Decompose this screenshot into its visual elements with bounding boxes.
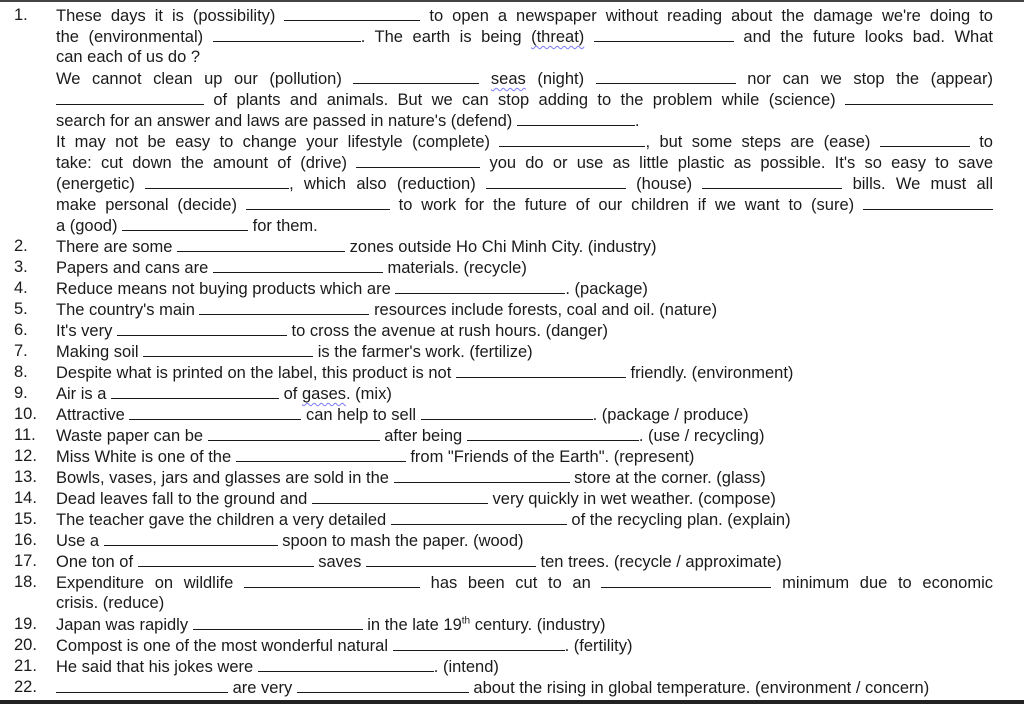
answer-blank[interactable] <box>594 26 734 42</box>
answer-blank[interactable] <box>177 236 345 252</box>
item-text: take: cut down the amount of (drive) you do or use as little plastic as possible. It's so easy to save <box>56 154 993 172</box>
answer-blank[interactable] <box>499 131 645 147</box>
answer-blank[interactable] <box>122 215 248 231</box>
item-text: a (good) for them. <box>56 217 318 235</box>
answer-blank[interactable] <box>193 614 363 630</box>
answer-blank[interactable] <box>391 509 567 525</box>
item-12 <box>0 446 1024 467</box>
item-text: Japan was rapidly in the late 19th century. (industry) <box>56 615 606 634</box>
item-text: There are some zones outside Ho Chi Minh City. (industry) <box>56 238 657 256</box>
item-number: 5. <box>14 300 28 318</box>
item-number: 4. <box>14 279 28 297</box>
item-1-line-3 <box>0 47 1024 68</box>
item-9 <box>0 383 1024 404</box>
item-7 <box>0 341 1024 362</box>
item-8 <box>0 362 1024 383</box>
item-21 <box>0 656 1024 677</box>
item-3 <box>0 257 1024 278</box>
item-text: Waste paper can be after being . (use / recycling) <box>56 427 765 445</box>
item-number: 16. <box>14 531 37 549</box>
answer-blank[interactable] <box>236 446 406 462</box>
answer-blank[interactable] <box>312 488 488 504</box>
item-number: 19. <box>14 615 37 633</box>
item-number: 13. <box>14 468 37 486</box>
answer-blank[interactable] <box>213 257 383 273</box>
item-number: 14. <box>14 489 37 507</box>
item-number: 3. <box>14 258 28 276</box>
item-number: 9. <box>14 384 28 402</box>
item-text: He said that his jokes were . (intend) <box>56 658 499 676</box>
item-number: 17. <box>14 552 37 570</box>
item-text: Despite what is printed on the label, this product is not friendly. (environment) <box>56 364 794 382</box>
item-1-line-1 <box>0 5 1024 26</box>
item-number: 21. <box>14 657 37 675</box>
item-4 <box>0 278 1024 299</box>
item-text: Air is a of gases. (mix) <box>56 385 392 403</box>
item-text: the (environmental) . The earth is being (threat) and the future looks bad. What <box>56 28 993 46</box>
item-1-line-4 <box>0 68 1024 89</box>
answer-blank[interactable] <box>366 551 536 567</box>
item-6 <box>0 320 1024 341</box>
top-border <box>0 0 1024 2</box>
answer-blank[interactable] <box>56 89 204 105</box>
item-17 <box>0 551 1024 572</box>
answer-blank[interactable] <box>246 194 390 210</box>
answer-blank[interactable] <box>284 5 420 21</box>
item-text: can each of us do ? <box>56 48 201 66</box>
item-text: Compost is one of the most wonderful natural . (fertility) <box>56 637 633 655</box>
item-1-line-6 <box>0 110 1024 131</box>
answer-blank[interactable] <box>145 173 289 189</box>
item-5 <box>0 299 1024 320</box>
item-number: 10. <box>14 405 37 423</box>
item-number: 8. <box>14 363 28 381</box>
item-18-line-1 <box>0 572 1024 593</box>
item-number: 11. <box>14 426 36 444</box>
item-number: 18. <box>14 573 37 591</box>
item-1-line-10 <box>0 194 1024 215</box>
item-1-line-9 <box>0 173 1024 194</box>
answer-blank[interactable] <box>601 572 771 588</box>
answer-blank[interactable] <box>297 677 469 693</box>
answer-blank[interactable] <box>356 152 480 168</box>
item-text: Expenditure on wildlife has been cut to an minimum due to economic <box>56 574 994 592</box>
answer-blank[interactable] <box>208 425 380 441</box>
item-text: One ton of saves ten trees. (recycle / approximate) <box>56 553 782 571</box>
item-2 <box>0 236 1024 257</box>
bottom-border <box>0 700 1024 704</box>
item-text: Making soil is the farmer's work. (fertilize) <box>56 343 533 361</box>
answer-blank[interactable] <box>138 551 314 567</box>
item-1-line-8 <box>0 152 1024 173</box>
answer-blank[interactable] <box>117 320 287 336</box>
item-16 <box>0 530 1024 551</box>
answer-blank[interactable] <box>456 362 626 378</box>
item-number: 6. <box>14 321 28 339</box>
item-text: search for an answer and laws are passed in nature's (defend) . <box>56 112 640 130</box>
item-13 <box>0 467 1024 488</box>
item-15 <box>0 509 1024 530</box>
answer-blank[interactable] <box>596 68 736 84</box>
item-number: 7. <box>14 342 28 360</box>
item-text: make personal (decide) to work for the future of our children if we want to (sure) <box>56 194 993 216</box>
item-text: It may not be easy to change your lifestyle (complete) , but some steps are (ease) to <box>56 133 993 151</box>
answer-blank[interactable] <box>486 173 626 189</box>
item-text: Miss White is one of the from "Friends of the Earth". (represent) <box>56 448 695 466</box>
item-text: Bowls, vases, jars and glasses are sold in the store at the corner. (glass) <box>56 469 766 487</box>
answer-blank[interactable] <box>702 173 842 189</box>
item-19 <box>0 614 1024 635</box>
item-10 <box>0 404 1024 425</box>
item-text: of plants and animals. But we can stop adding to the problem while (science) <box>56 89 993 111</box>
item-number: 22. <box>14 678 37 696</box>
answer-blank[interactable] <box>199 299 369 315</box>
item-text: are very about the rising in global temperature. (environment / concern) <box>56 677 929 699</box>
item-11 <box>0 425 1024 446</box>
item-number: 20. <box>14 636 37 654</box>
item-22 <box>0 677 1024 698</box>
answer-blank[interactable] <box>111 383 279 399</box>
item-text: Dead leaves fall to the ground and very quickly in wet weather. (compose) <box>56 490 776 508</box>
item-text: It's very to cross the avenue at rush hours. (danger) <box>56 322 608 340</box>
item-text: Reduce means not buying products which are . (package) <box>56 280 648 298</box>
item-number: 12. <box>14 447 37 465</box>
item-text: These days it is (possibility) to open a newspaper without reading about the damage we're doing to <box>56 7 993 25</box>
answer-blank[interactable] <box>421 404 593 420</box>
item-20 <box>0 635 1024 656</box>
item-text: We cannot clean up our (pollution) seas (night) nor can we stop the (appear) <box>56 70 993 88</box>
item-text: Use a spoon to mash the paper. (wood) <box>56 532 524 550</box>
item-1-line-7 <box>0 131 1024 152</box>
answer-blank[interactable] <box>353 68 479 84</box>
answer-blank[interactable] <box>244 572 420 588</box>
item-text: (energetic) , which also (reduction) (house) bills. We must all <box>56 175 993 193</box>
answer-blank[interactable] <box>56 677 228 693</box>
answer-blank[interactable] <box>394 467 570 483</box>
item-1-line-5 <box>0 89 1024 110</box>
answer-blank[interactable] <box>863 194 993 210</box>
answer-blank[interactable] <box>258 656 434 672</box>
answer-blank[interactable] <box>845 89 993 105</box>
item-text: crisis. (reduce) <box>56 594 165 612</box>
item-number: 15. <box>14 510 37 528</box>
answer-blank[interactable] <box>517 110 635 126</box>
item-text: The teacher gave the children a very detailed of the recycling plan. (explain) <box>56 511 791 529</box>
item-1-line-11 <box>0 215 1024 236</box>
item-18-line-2 <box>0 593 1024 614</box>
answer-blank[interactable] <box>213 26 361 42</box>
item-number: 2. <box>14 237 28 255</box>
answer-blank[interactable] <box>143 341 313 357</box>
answer-blank[interactable] <box>104 530 278 546</box>
answer-blank[interactable] <box>393 635 565 651</box>
answer-blank[interactable] <box>129 404 301 420</box>
answer-blank[interactable] <box>467 425 639 441</box>
answer-blank[interactable] <box>880 131 970 147</box>
item-number: 1. <box>14 6 28 24</box>
item-text: Papers and cans are materials. (recycle) <box>56 259 527 277</box>
answer-blank[interactable] <box>395 278 565 294</box>
item-1-line-2 <box>0 26 1024 47</box>
item-14 <box>0 488 1024 509</box>
item-text: The country's main resources include forests, coal and oil. (nature) <box>56 301 718 319</box>
item-text: Attractive can help to sell . (package / produce) <box>56 406 749 424</box>
